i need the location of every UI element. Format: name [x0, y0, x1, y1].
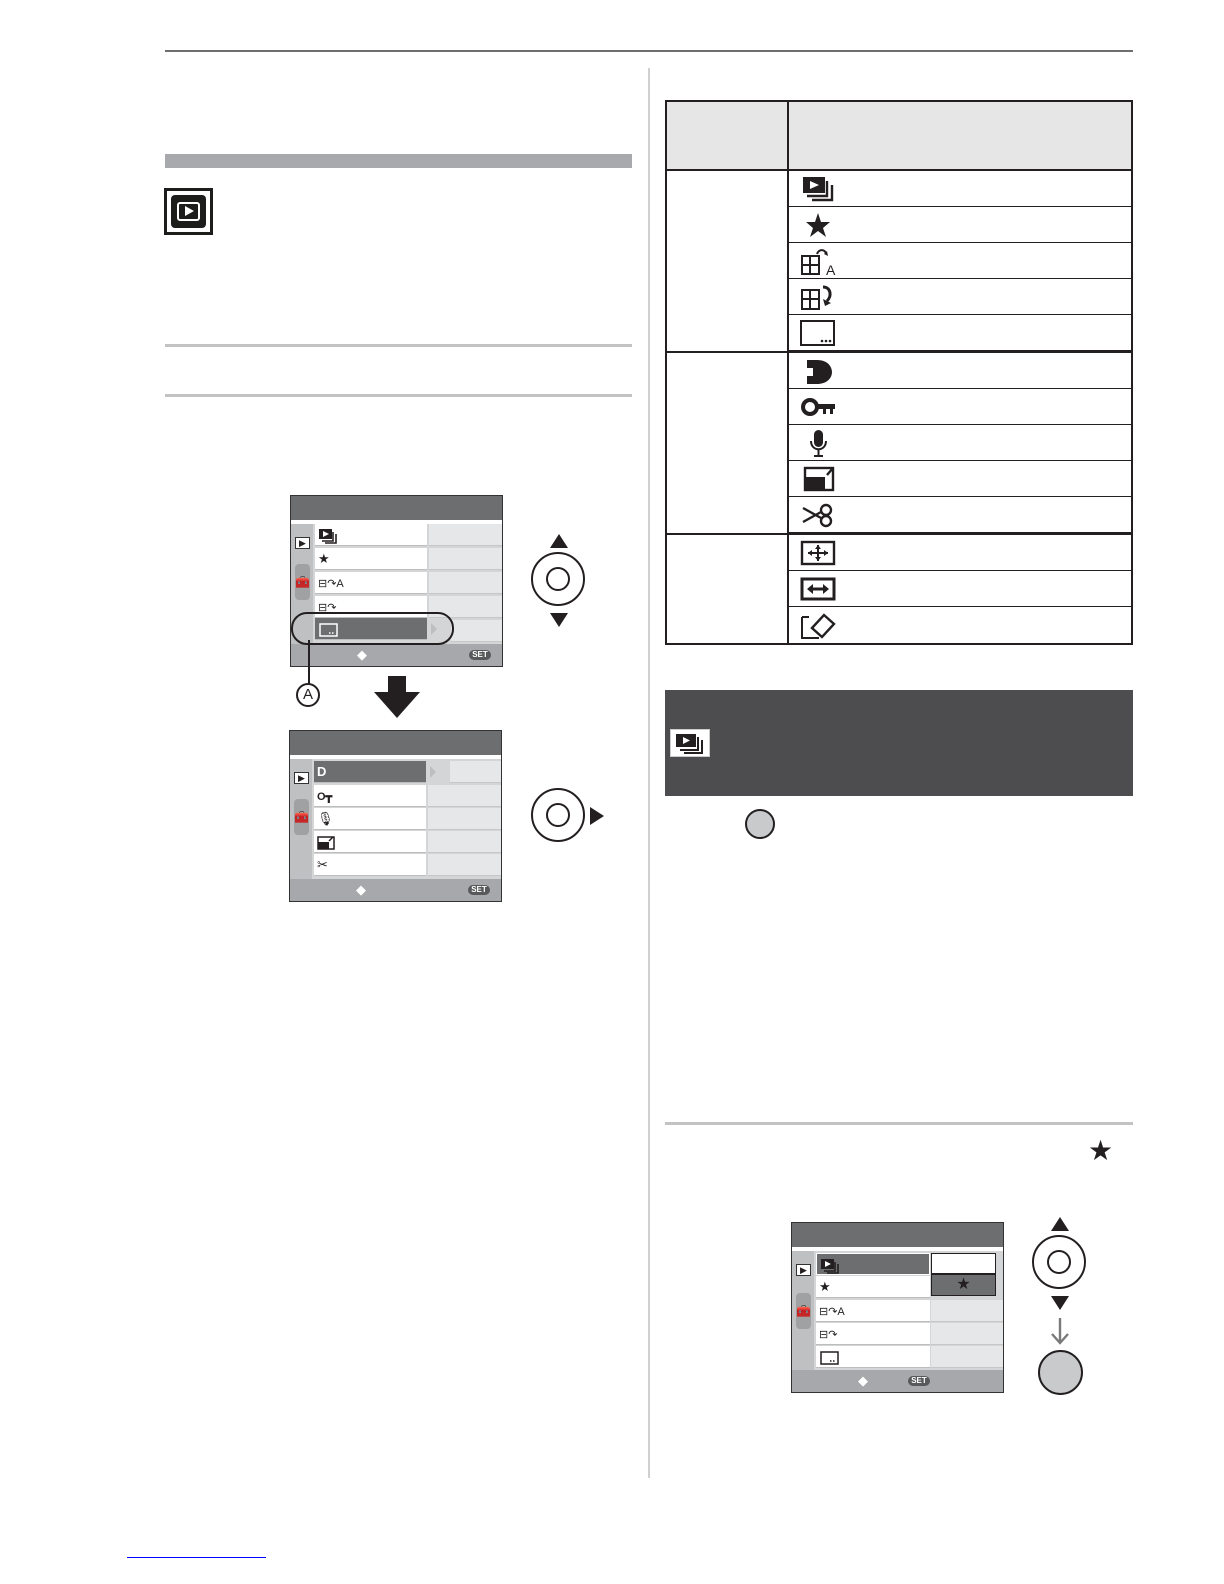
- callout-leader: [308, 640, 310, 684]
- svg-text:A: A: [826, 262, 836, 276]
- audio-dub-icon: 🎙: [317, 811, 334, 826]
- nav-arrows-icon-2: ◆: [356, 882, 366, 897]
- table-header: [667, 102, 1131, 171]
- star-icon: ★: [318, 551, 330, 566]
- setup-tab-icon-3: 🧰: [796, 1293, 811, 1329]
- nav-arrows-icon: ◆: [357, 647, 367, 662]
- playback-tab-icon-2: ▶: [294, 772, 309, 784]
- favorite-option-off[interactable]: [931, 1253, 996, 1274]
- slide-show-section-band: [665, 690, 1133, 796]
- step-rule-right: [665, 1122, 1133, 1125]
- set-badge: SET: [469, 650, 491, 660]
- lcd-playback-menu-page2: [289, 730, 502, 902]
- protect-key-icon: [799, 392, 839, 422]
- down-arrow-icon-2: [1051, 1296, 1069, 1310]
- menu-row-favorite-3[interactable]: [816, 1276, 930, 1298]
- title-edit-icon: [799, 318, 839, 348]
- star-icon: ★: [1088, 1135, 1114, 1166]
- menu-row-print-set[interactable]: [314, 761, 426, 783]
- table-row-title-edit: [789, 315, 1131, 351]
- resize-icon: [317, 835, 337, 851]
- big-down-arrow-icon: [374, 692, 420, 718]
- table-row-rotate-display: [789, 243, 1131, 279]
- playback-menu-table: [665, 100, 1133, 645]
- rotate-display-icon: ⊟↷A: [819, 1306, 845, 1318]
- set-badge-3: SET: [908, 1376, 930, 1386]
- lcd-favorite-selection: [791, 1222, 1004, 1393]
- cursor-wheel-right-icon[interactable]: [531, 788, 585, 842]
- table-row-trimming: [789, 497, 1131, 533]
- table-row-audio-dub: [789, 425, 1131, 461]
- cursor-wheel-icon[interactable]: [531, 552, 585, 606]
- slide-show-icon: [799, 174, 839, 204]
- down-arrow-icon: [550, 613, 568, 627]
- table-row-leveling: [789, 535, 1131, 571]
- thin-down-arrow-icon: [1048, 1316, 1072, 1346]
- step-rule-bottom: [165, 394, 632, 397]
- slide-show-section-icon: [670, 729, 710, 757]
- leveling-icon: [799, 538, 839, 568]
- top-rule: [165, 50, 1133, 52]
- table-row-protect: [789, 389, 1131, 425]
- trimming-icon: [799, 500, 839, 530]
- dpof-print-icon: D: [317, 764, 327, 779]
- menu-set-button-large-icon[interactable]: [1038, 1350, 1083, 1395]
- playback-mode-icon: [164, 188, 213, 235]
- set-badge-2: SET: [468, 885, 490, 895]
- rotate-icon: ⊟↷: [819, 1329, 838, 1341]
- rotate-display-icon: [799, 246, 839, 276]
- trimming-icon: ✂: [317, 857, 328, 872]
- column-divider: [648, 68, 650, 1478]
- table-row-favorite: [789, 207, 1131, 243]
- table-row-print-set: [789, 353, 1131, 389]
- slide-show-icon: [318, 528, 338, 544]
- favorite-option-on[interactable]: ★: [931, 1274, 996, 1296]
- protect-key-icon: O┳: [317, 791, 333, 803]
- up-arrow-icon: [550, 534, 568, 548]
- menu-row-rotate-3[interactable]: [816, 1323, 930, 1345]
- star-icon: ★: [819, 1279, 831, 1294]
- resize-icon: [799, 464, 839, 494]
- slide-show-icon: [671, 730, 709, 756]
- rotate-display-icon: ⊟↷A: [318, 578, 344, 590]
- playback-tab-icon-3: ▶: [796, 1264, 811, 1276]
- title-edit-icon: [819, 1350, 841, 1366]
- menu-row-resize[interactable]: [314, 831, 426, 853]
- slide-show-icon: [820, 1258, 840, 1274]
- cursor-wheel-icon-2[interactable]: [1032, 1235, 1086, 1289]
- menu-row-trimming[interactable]: [314, 854, 426, 876]
- playback-tab-icon: ▶: [295, 537, 310, 549]
- dpof-print-icon: [799, 356, 839, 386]
- up-arrow-icon-2: [1051, 1217, 1069, 1231]
- table-row-rotate: [789, 279, 1131, 315]
- menu-row-title-edit-3[interactable]: [816, 1346, 930, 1368]
- menu-row-protect[interactable]: [314, 785, 426, 807]
- menu-row-rotate-display[interactable]: [315, 572, 427, 594]
- section-band: [165, 154, 632, 168]
- star-icon: [799, 210, 839, 240]
- menu-row-slide-show[interactable]: [315, 524, 427, 546]
- setup-tab-icon: 🧰: [295, 564, 310, 600]
- footer-link-underline: [127, 1557, 266, 1558]
- aspect-conversion-icon: [799, 574, 839, 604]
- delete-all-icon: [799, 610, 839, 640]
- nav-arrows-icon-3: ◆: [858, 1373, 868, 1388]
- selection-highlight: [291, 612, 454, 645]
- table-row-delete-all: [789, 607, 1131, 643]
- right-arrow-icon: [590, 807, 604, 825]
- menu-row-audio-dub[interactable]: [314, 808, 426, 830]
- menu-row-favorite[interactable]: [315, 548, 427, 570]
- menu-row-rotate-display-3[interactable]: [816, 1300, 930, 1322]
- rotate-icon: [799, 282, 839, 312]
- table-row-resize: [789, 461, 1131, 497]
- step-rule-top: [165, 344, 632, 347]
- callout-a: A: [296, 683, 320, 707]
- table-row-slide-show: [789, 171, 1131, 207]
- menu-row-slide-show-3[interactable]: [816, 1253, 930, 1275]
- audio-dub-icon: [799, 428, 839, 458]
- rotate-icon: ⊟↷: [318, 602, 337, 614]
- menu-set-button-icon[interactable]: [745, 809, 775, 839]
- table-row-aspect-conversion: [789, 571, 1131, 607]
- setup-tab-icon-2: 🧰: [294, 799, 309, 835]
